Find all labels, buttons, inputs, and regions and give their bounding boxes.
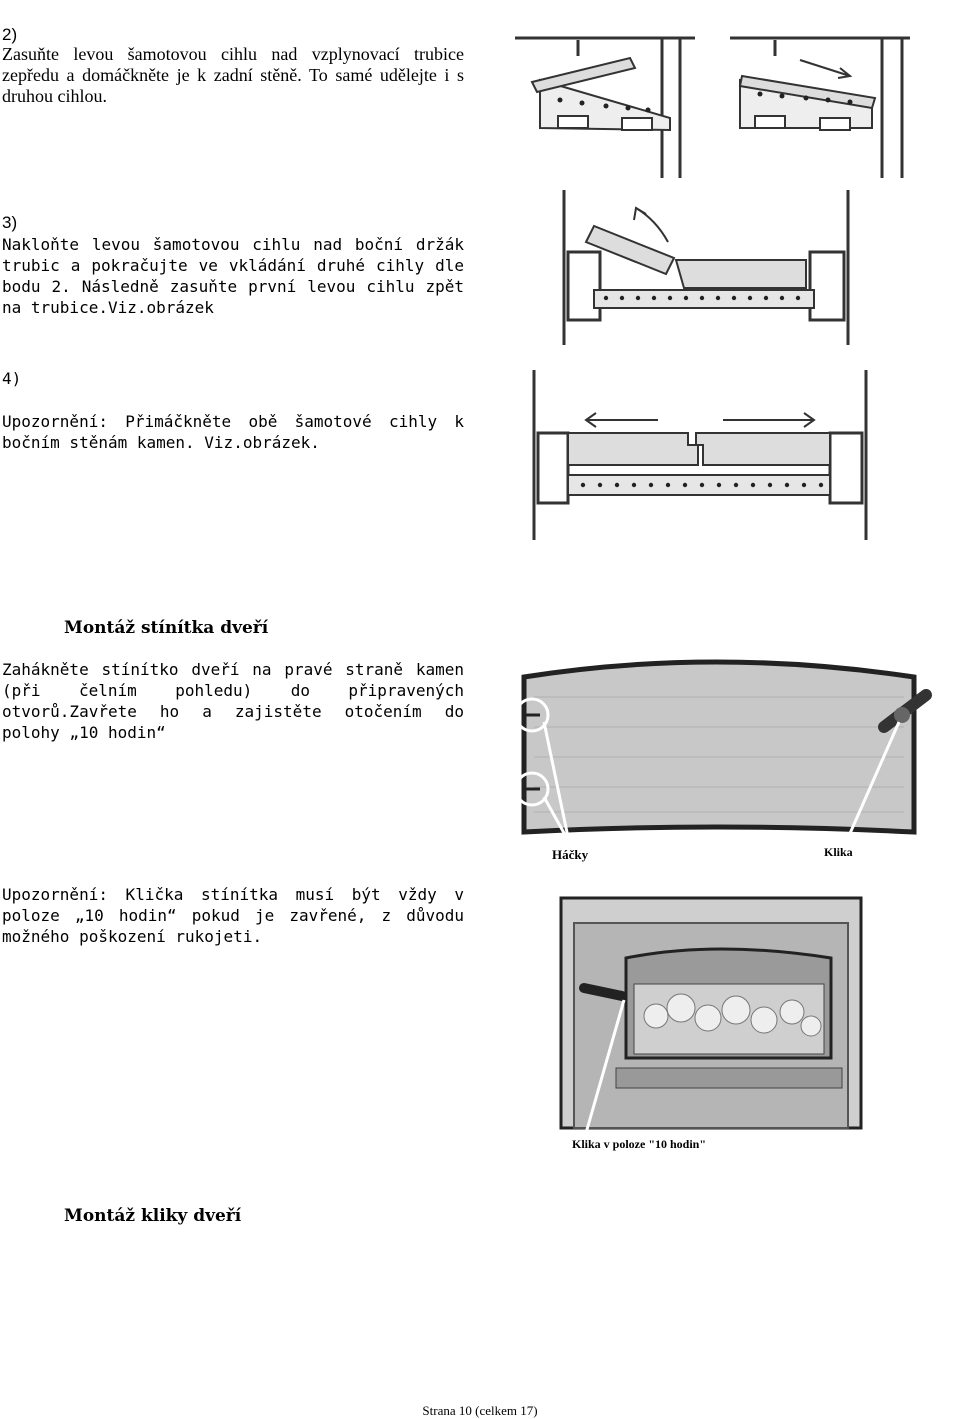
warning-text: Upozornění: Klička stínítka musí být vždy v poloze „10 hodin“ pokud je zavřené, z důvodu možného poškození rukojeti. — [2, 885, 464, 946]
step4-number: 4) — [2, 369, 22, 388]
step2-number: 2) — [2, 25, 18, 44]
step4-diagram — [528, 365, 878, 545]
hooks-label: Háčky — [552, 847, 589, 862]
step2-diagram — [510, 28, 920, 183]
shield-heading: Montáž stínítka dveří — [64, 618, 269, 638]
page-number: Strana 10 (celkem 17) — [422, 1403, 538, 1418]
stove-photo-figure — [556, 888, 874, 1156]
step2-text: Zasuňte levou šamotovou cihlu nad vzplynovací trubice zepředu a domáčkněte je k zadní stěně. To samé udělejte i s druhou cihlou. — [2, 44, 464, 106]
step3-diagram — [556, 190, 874, 345]
shield-text: Zahákněte stínítko dveří na pravé straně kamen (při čelním pohledu) do připravených otvorů.Zavřete ho a zajistěte otočením do polohy „10 hodin“ — [2, 660, 464, 742]
step3-number: 3) — [2, 213, 18, 232]
step3-text: Nakloňte levou šamotovou cihlu nad boční držák trubic a pokračujte ve vkládání druhé cihly dle bodu 2. Následně zasuňte první levou cihlu zpět na trubice.Viz.obrázek — [2, 235, 464, 317]
door-shield-figure — [484, 637, 954, 865]
handle-heading: Montáž kliky dveří — [64, 1206, 242, 1226]
handle-label: Klika — [824, 845, 853, 859]
stove-caption: Klika v poloze "10 hodin" — [572, 1137, 707, 1151]
step4-text: Upozornění: Přimáčkněte obě šamotové cihly k bočním stěnám kamen. Viz.obrázek. — [2, 412, 464, 452]
